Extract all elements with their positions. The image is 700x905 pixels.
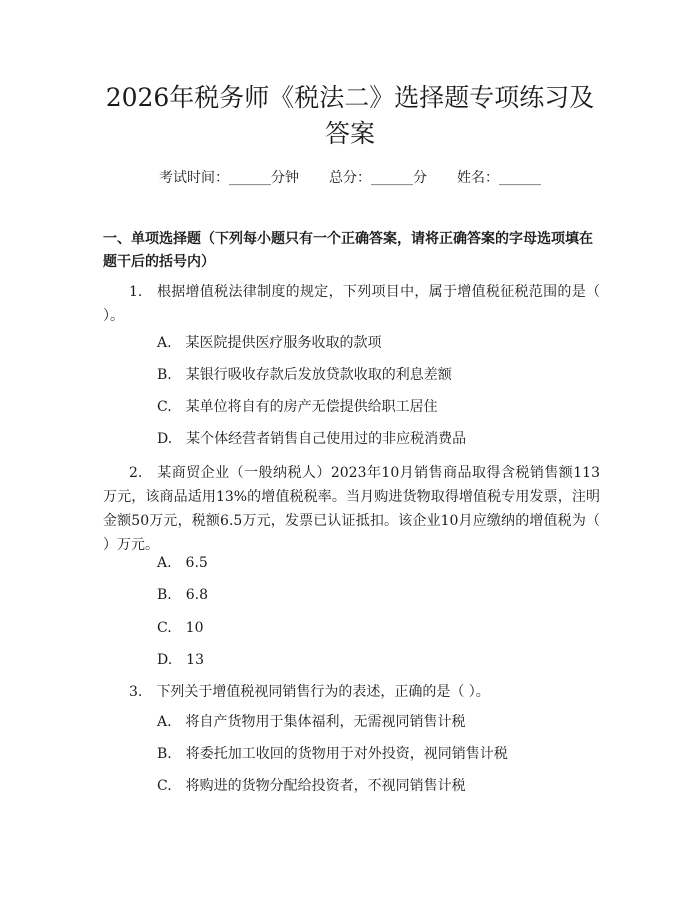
exam-meta: [0, 168, 700, 188]
name-label: 姓名：______: [457, 170, 541, 186]
question-1-stem: 1. 根据增值税法律制度的规定，下列项目中，属于增值税征税范围的是（ ）。: [103, 284, 600, 324]
question-2-option-c: C. 10: [157, 620, 204, 636]
section-heading: 一、单项选择题（下列每小题只有一个正确答案，请将正确答案的字母选项填在题干后的括号内）: [103, 231, 593, 270]
document-title: [60, 80, 640, 152]
exam-time-label: 考试时间：______分钟: [159, 170, 299, 186]
question-1-option-b: B. 某银行吸收存款后发放贷款收取的利息差额: [157, 367, 452, 383]
question-3-option-b: B. 将委托加工收回的货物用于对外投资，视同销售计税: [157, 746, 508, 762]
title-line-2: 答案: [324, 119, 375, 148]
question-3-stem: 3. 下列关于增值税视同销售行为的表述，正确的是（ ）。: [129, 684, 490, 700]
question-1-option-d: D. 某个体经营者销售自己使用过的非应税消费品: [157, 431, 467, 447]
question-2-option-b: B. 6.8: [157, 587, 209, 603]
title-line-1: 2026年税务师《税法二》选择题专项练习及: [105, 83, 595, 112]
question-1-option-a: A. 某医院提供医疗服务收取的款项: [157, 335, 382, 351]
question-3-option-a: A. 将自产货物用于集体福利，无需视同销售计税: [157, 714, 466, 730]
question-3-option-c: C. 将购进的货物分配给投资者，不视同销售计税: [157, 778, 466, 794]
question-1-option-c: C. 某单位将自有的房产无偿提供给职工居住: [157, 399, 438, 415]
question-2-stem: 2. 某商贸企业（一般纳税人）2023年10月销售商品取得含税销售额113万元，该商品适用13%的增值税税率。当月购进货物取得增值税专用发票，注明金额50万元，税额6.5万元，发票已认证抵扣。该企业10月应缴纳的增值税为（ ）万元。: [103, 465, 600, 553]
question-2-option-a: A. 6.5: [157, 555, 208, 571]
total-score-label: 总分：______分: [329, 170, 427, 186]
question-2-option-d: D. 13: [157, 652, 204, 668]
